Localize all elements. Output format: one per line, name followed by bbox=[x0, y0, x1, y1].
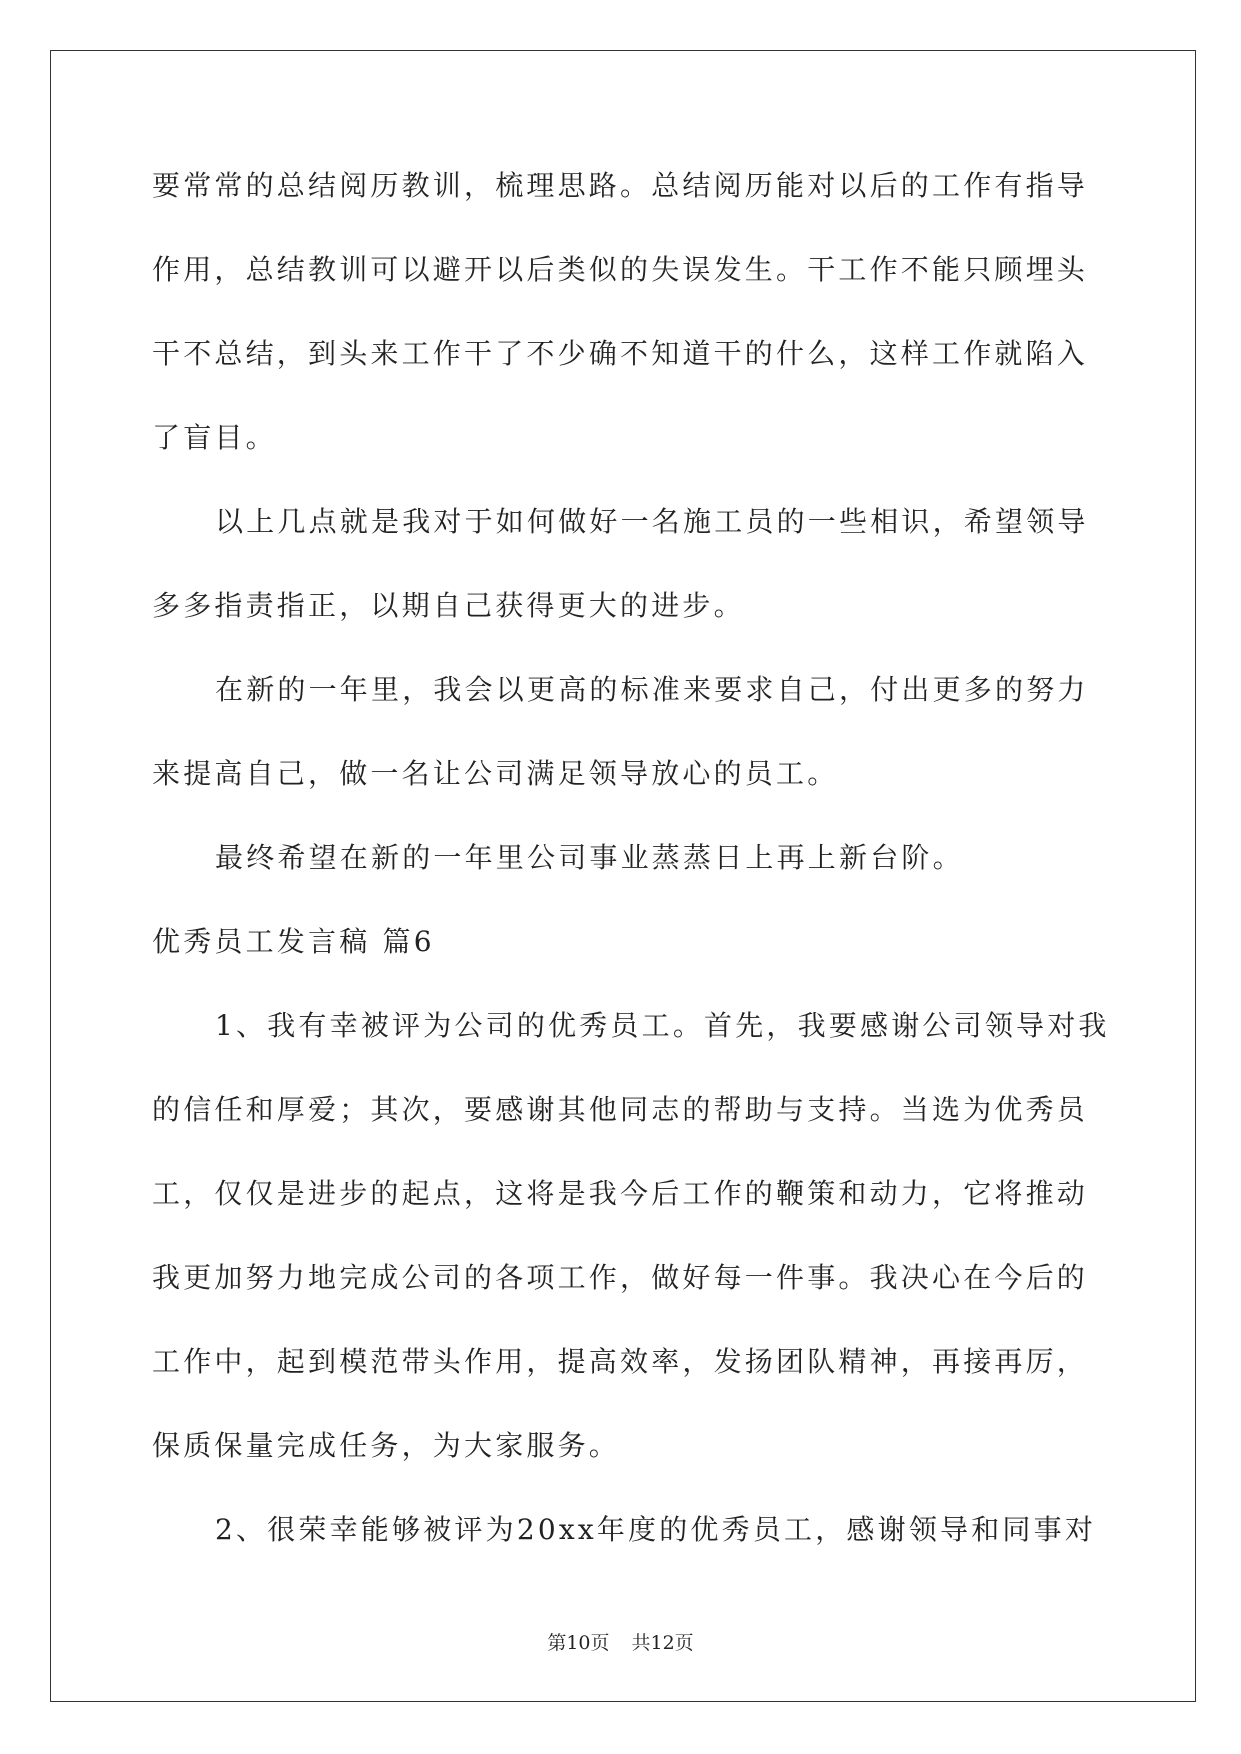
body-line: 我更加努力地完成公司的各项工作，做好每一件事。我决心在今后的 bbox=[152, 1261, 1089, 1294]
paragraph-first-line: 在新的一年里，我会以更高的标准来要求自己，付出更多的努力 bbox=[215, 673, 1089, 706]
body-line: 来提高自己，做一名让公司满足领导放心的员工。 bbox=[152, 757, 839, 790]
current-page-number: 第10页 bbox=[547, 1632, 610, 1654]
body-line: 工作中，起到模范带头作用，提高效率，发扬团队精神，再接再厉， bbox=[152, 1345, 1089, 1378]
body-line: 了盲目。 bbox=[152, 421, 277, 454]
body-line: 作用，总结教训可以避开以后类似的失误发生。干工作不能只顾埋头 bbox=[152, 253, 1089, 286]
document-body bbox=[152, 158, 1110, 1586]
body-line: 要常常的总结阅历教训，梳理思路。总结阅历能对以后的工作有指导 bbox=[152, 169, 1089, 202]
body-line: 保质保量完成任务，为大家服务。 bbox=[152, 1429, 621, 1462]
paragraph-first-line: 1、我有幸被评为公司的优秀员工。首先，我要感谢公司领导对我 bbox=[215, 1009, 1110, 1042]
paragraph-first-line: 以上几点就是我对于如何做好一名施工员的一些相识，希望领导 bbox=[215, 505, 1089, 538]
section-heading: 优秀员工发言稿 篇6 bbox=[152, 925, 435, 958]
body-line: 工，仅仅是进步的起点，这将是我今后工作的鞭策和动力，它将推动 bbox=[152, 1177, 1089, 1210]
paragraph-first-line: 2、很荣幸能够被评为20xx年度的优秀员工，感谢领导和同事对 bbox=[215, 1513, 1097, 1546]
paragraph-first-line: 最终希望在新的一年里公司事业蒸蒸日上再上新台阶。 bbox=[215, 841, 964, 874]
body-line: 的信任和厚爱；其次，要感谢其他同志的帮助与支持。当选为优秀员 bbox=[152, 1093, 1089, 1126]
body-line: 多多指责指正，以期自己获得更大的进步。 bbox=[152, 589, 745, 622]
body-line: 干不总结，到头来工作干了不少确不知道干的什么，这样工作就陷入 bbox=[152, 337, 1089, 370]
page-footer bbox=[0, 1628, 1241, 1655]
total-pages: 共12页 bbox=[631, 1632, 694, 1654]
